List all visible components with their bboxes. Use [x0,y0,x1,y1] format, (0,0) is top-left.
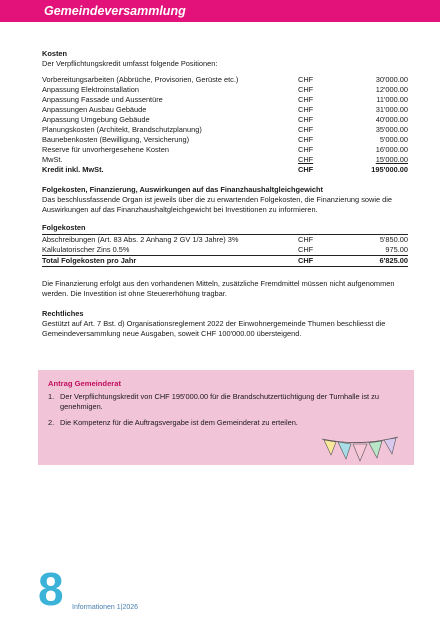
cost-currency: CHF [298,125,314,134]
table-row [42,95,408,105]
cost-amount: 30'000.00 [375,75,408,84]
kosten-intro: Der Verpflichtungskredit umfasst folgende Positionen: [42,59,218,68]
folgekosten-label: Abschreibungen (Art. 83 Abs. 2 Anhang 2 GV 1/3 Jahre) 3% [42,235,298,246]
folgekosten-total-currency: CHF [298,256,338,267]
folgekosten-amount: 5'850.00 [338,235,408,246]
cost-total-label: Kredit inkl. MwSt. [42,165,104,174]
folgekosten-section [42,185,408,215]
folgekosten-label: Kalkulatorischer Zins 0.5% [42,245,130,254]
folgekosten-total-amount: 6'825.00 [338,256,408,267]
cost-label: Anpassung Elektroinstallation [42,85,139,94]
cost-amount: 11'000.00 [376,95,408,104]
cost-label: Baunebenkosten (Bewilligung, Versicherung) [42,135,190,144]
cost-currency: CHF [298,105,314,114]
finanzierung-block [42,279,408,299]
cost-label: Anpassung Umgebung Gebäude [42,115,150,124]
cost-currency: CHF [298,95,314,104]
list-item-text: Der Verpflichtungskredit von CHF 195'000.00 für die Brandschutzertüchtigung der Turnhalle ist zu genehmigen. [60,392,379,411]
list-item-number: 2. [48,418,55,427]
cost-currency: CHF [298,135,314,144]
bunting-decoration-icon [320,435,400,467]
table-row [42,245,408,256]
table-row [42,125,408,135]
cost-amount: 5'000.00 [379,135,408,144]
list-item [38,418,394,428]
folgekosten-amount: 975.00 [385,245,408,254]
folgekosten-section-heading: Folgekosten, Finanzierung, Auswirkungen auf das Finanzhaushaltgleichgewicht [42,185,324,194]
cost-currency: CHF [298,75,314,84]
header-bar [0,0,440,22]
table-row [42,235,408,246]
cost-currency: CHF [298,155,314,164]
antrag-list [38,392,394,434]
cost-amount: 15'000.00 [375,155,408,164]
finanzierung-text: Die Finanzierung erfolgt aus den vorhandenen Mitteln, zusätzliche Fremdmittel müssen nicht aufgenommen werden. Die Investition ist ohne Steuererhöhung tragbar. [42,279,395,298]
page-title: Gemeindeversammlung [44,4,186,18]
rechtliches-heading: Rechtliches [42,309,84,318]
page-number: 8 [38,563,64,615]
table-row [42,85,408,95]
table-row [42,135,408,145]
folgekosten-currency: CHF [298,235,338,246]
list-item-number: 1. [48,392,55,401]
cost-total-currency: CHF [298,165,314,174]
folgekosten-total-row [42,256,408,267]
cost-total-row [42,165,408,175]
cost-label: Vorbereitungsarbeiten (Abbrüche, Provisorien, Gerüste etc.) [42,75,239,84]
folgekosten-section-text: Das beschlussfassende Organ ist jeweils über die zu erwartenden Folgekosten, die Finanzierung sowie die Auswirkungen auf das Finanzhaushaltgleichgewicht bei Investitionen zu informieren. [42,195,393,214]
list-item [38,392,394,412]
table-row [42,115,408,125]
cost-table [42,75,408,175]
folgekosten-table [42,234,408,267]
cost-total-amount: 195'000.00 [371,165,408,174]
antrag-title: Antrag Gemeinderat [48,379,122,388]
kosten-heading: Kosten [42,49,68,58]
rechtliches-block [42,309,408,339]
folgekosten-currency: CHF [298,245,314,254]
cost-amount: 12'000.00 [375,85,408,94]
footer-publication: Informationen 1|2026 [72,604,139,611]
rechtliches-text: Gestützt auf Art. 7 Bst. d) Organisationsreglement 2022 der Einwohnergemeinde Thumen beschliesst die Gemeindeversammlung neue Ausgaben, soweit CHF 100'000.00 übersteigend. [42,319,386,338]
table-row [42,145,408,155]
table-row [42,75,408,85]
cost-label: Anpassungen Ausbau Gebäude [42,105,147,114]
list-item-text: Die Kompetenz für die Auftragsvergabe ist dem Gemeinderat zu erteilen. [60,418,298,427]
folgekosten-block [42,223,408,267]
cost-label: Reserve für unvorhergesehene Kosten [42,145,169,154]
cost-currency: CHF [298,115,314,124]
cost-label: Anpassung Fassade und Aussentüre [42,95,163,104]
folgekosten-total-label: Total Folgekosten pro Jahr [42,256,298,267]
cost-label: MwSt. [42,155,63,164]
cost-label: Planungskosten (Architekt, Brandschutzplanung) [42,125,202,134]
cost-amount: 31'000.00 [375,105,408,114]
cost-currency: CHF [298,85,314,94]
cost-amount: 40'000.00 [375,115,408,124]
cost-amount: 16'000.00 [375,145,408,154]
folgekosten-heading: Folgekosten [42,223,86,232]
table-row [42,155,408,165]
table-row [42,105,408,115]
cost-currency: CHF [298,145,314,154]
cost-amount: 35'000.00 [375,125,408,134]
main-content [42,49,408,339]
